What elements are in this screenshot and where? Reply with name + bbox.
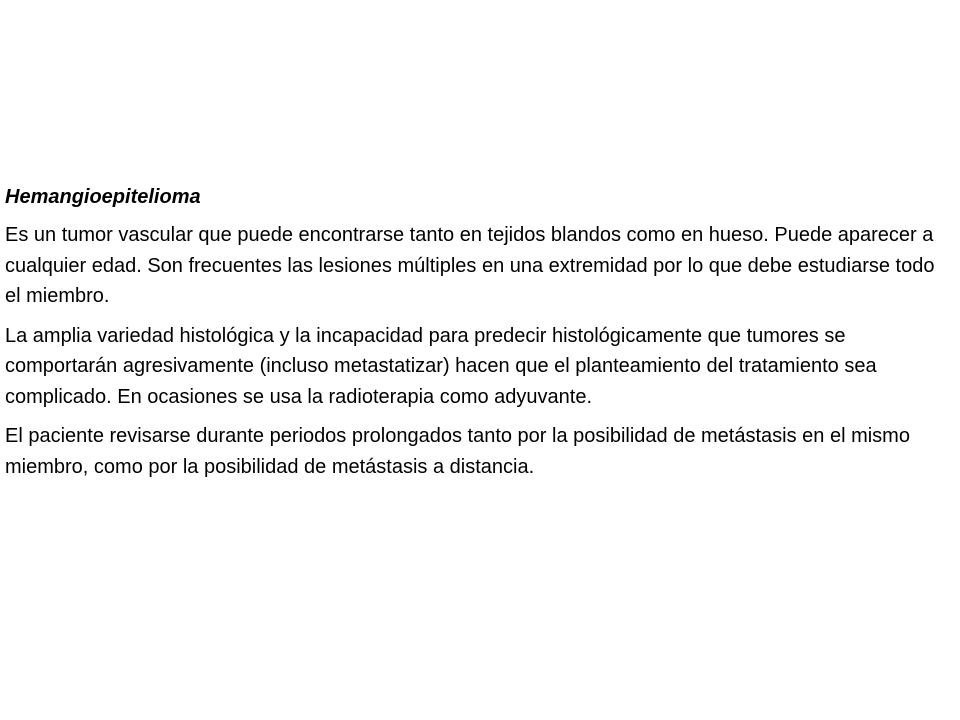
paragraph-follow-up: El paciente revisarse durante periodos prolongados tanto por la posibilidad de metástasis en el mismo miembro, como por la posibilidad de metástasis a distancia. bbox=[5, 425, 910, 478]
document-body bbox=[5, 183, 950, 491]
paragraph-description: Es un tumor vascular que puede encontrarse tanto en tejidos blandos como en hueso. Puede aparecer a cualquier edad. Son frecuentes las lesiones múltiples en una extremidad por lo que debe estudiarse todo el miembro. bbox=[5, 224, 935, 307]
paragraph-treatment: La amplia variedad histológica y la incapacidad para predecir histológicamente que tumores se comportarán agresivamente (incluso metastatizar) hacen que el planteamiento del tratamiento sea complicado. En ocasiones se usa la radioterapia como adyuvante. bbox=[5, 324, 877, 408]
document-title: Hemangioepitelioma bbox=[5, 186, 201, 208]
